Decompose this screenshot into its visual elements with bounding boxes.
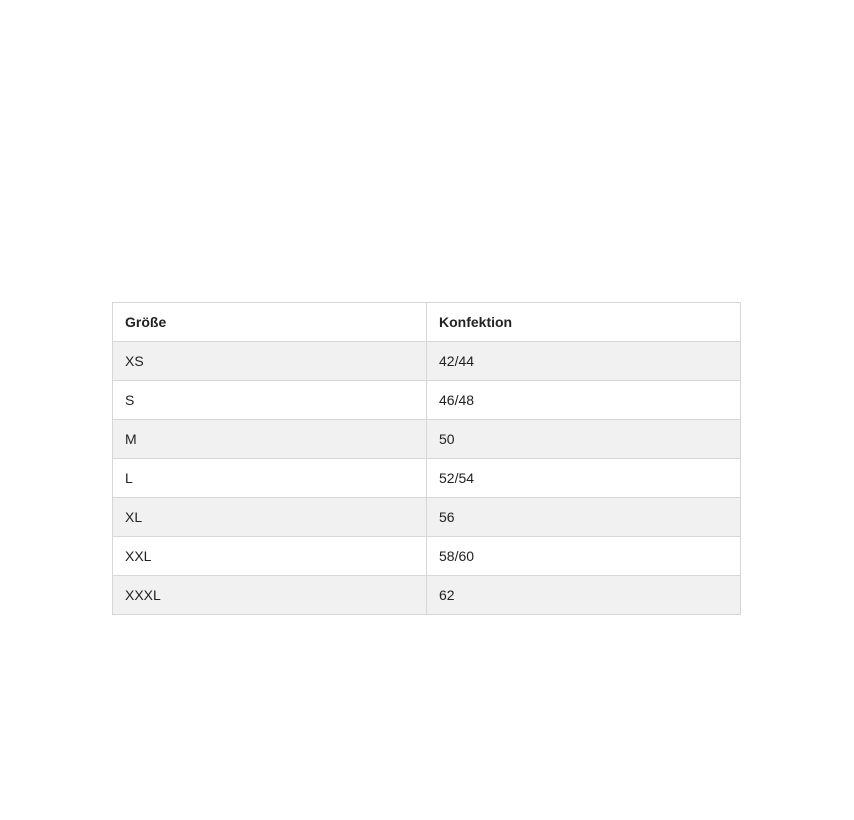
table-row [113, 498, 741, 537]
table-row [113, 342, 741, 381]
table-row [113, 420, 741, 459]
cell-size: S [113, 381, 427, 420]
table-row [113, 537, 741, 576]
cell-clothing-size: 62 [427, 576, 741, 615]
header-row [113, 303, 741, 342]
size-table-head [113, 303, 741, 342]
header-clothing-size: Konfektion [427, 303, 741, 342]
table-row [113, 576, 741, 615]
cell-clothing-size: 42/44 [427, 342, 741, 381]
cell-size: XL [113, 498, 427, 537]
cell-size: XXL [113, 537, 427, 576]
size-table-body [113, 342, 741, 615]
header-size: Größe [113, 303, 427, 342]
cell-clothing-size: 46/48 [427, 381, 741, 420]
cell-size: L [113, 459, 427, 498]
size-table [112, 302, 741, 615]
cell-clothing-size: 58/60 [427, 537, 741, 576]
cell-clothing-size: 52/54 [427, 459, 741, 498]
cell-clothing-size: 56 [427, 498, 741, 537]
cell-size: XS [113, 342, 427, 381]
cell-size: M [113, 420, 427, 459]
cell-size: XXXL [113, 576, 427, 615]
table-row [113, 381, 741, 420]
table-row [113, 459, 741, 498]
cell-clothing-size: 50 [427, 420, 741, 459]
